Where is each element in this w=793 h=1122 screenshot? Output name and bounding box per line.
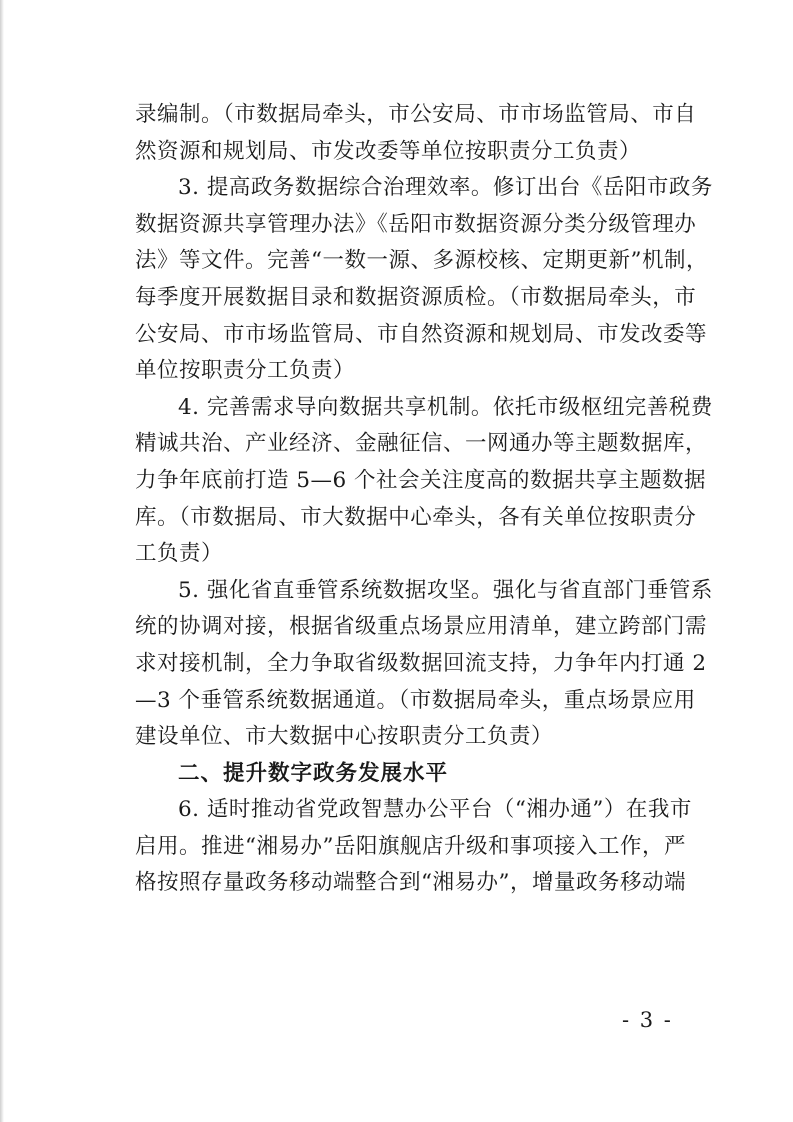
paragraph-5-start: 5. 强化省直垂管系统数据攻坚。强化与省直部门垂管系 xyxy=(178,577,713,603)
text-line: 精诚共治、产业经济、金融征信、一网通办等主题数据库， xyxy=(135,431,708,457)
section-heading: 二、提升数字政务发展水平 xyxy=(178,760,449,786)
text-line: 统的协调对接，根据省级重点场景应用清单，建立跨部门需 xyxy=(135,614,708,640)
scan-edge-shadow xyxy=(0,0,4,1122)
text-line: 每季度开展数据目录和数据资源质检。（市数据局牵头，市 xyxy=(135,284,697,310)
text-line: 求对接机制，全力争取省级数据回流支持，力争年内打通 2 xyxy=(135,650,707,676)
text-line: 力争年底前打造 5—6 个社会关注度高的数据共享主题数据 xyxy=(135,467,707,493)
text-line: 录编制。（市数据局牵头，市公安局、市市场监管局、市自 xyxy=(135,102,697,127)
page-number: - 3 - xyxy=(622,1008,673,1032)
text-line: 工负责） xyxy=(135,541,224,567)
document-body xyxy=(135,97,713,902)
text-line: 法》等文件。完善“一数一源、多源校核、定期更新”机制， xyxy=(135,248,708,274)
text-line: 格按照存量政务移动端整合到“湘易办”，增量政务移动端 xyxy=(135,870,686,896)
text-line: 启用。推进“湘易办”岳阳旗舰店升级和事项接入工作，严 xyxy=(135,833,686,859)
text-line: 数据资源共享管理办法》《岳阳市数据资源分类分级管理办 xyxy=(135,211,697,237)
text-line: 单位按职责分工负责） xyxy=(135,358,356,384)
text-line: 然资源和规划局、市发改委等单位按职责分工负责） xyxy=(135,138,642,164)
text-line: 建设单位、市大数据中心按职责分工负责） xyxy=(135,724,554,750)
text-line: —3 个垂管系统数据通道。（市数据局牵头，重点场景应用 xyxy=(135,687,696,713)
text-line: 公安局、市市场监管局、市自然资源和规划局、市发改委等 xyxy=(135,321,708,347)
paragraph-4-start: 4. 完善需求导向数据共享机制。依托市级枢纽完善税费 xyxy=(178,394,713,420)
paragraph-3-start: 3. 提高政务数据综合治理效率。修订出台《岳阳市政务 xyxy=(178,175,713,201)
paragraph-6-start: 6. 适时推动省党政智慧办公平台（“湘办通”）在我市 xyxy=(178,797,692,823)
text-line: 库。（市数据局、市大数据中心牵头，各有关单位按职责分 xyxy=(135,504,697,530)
